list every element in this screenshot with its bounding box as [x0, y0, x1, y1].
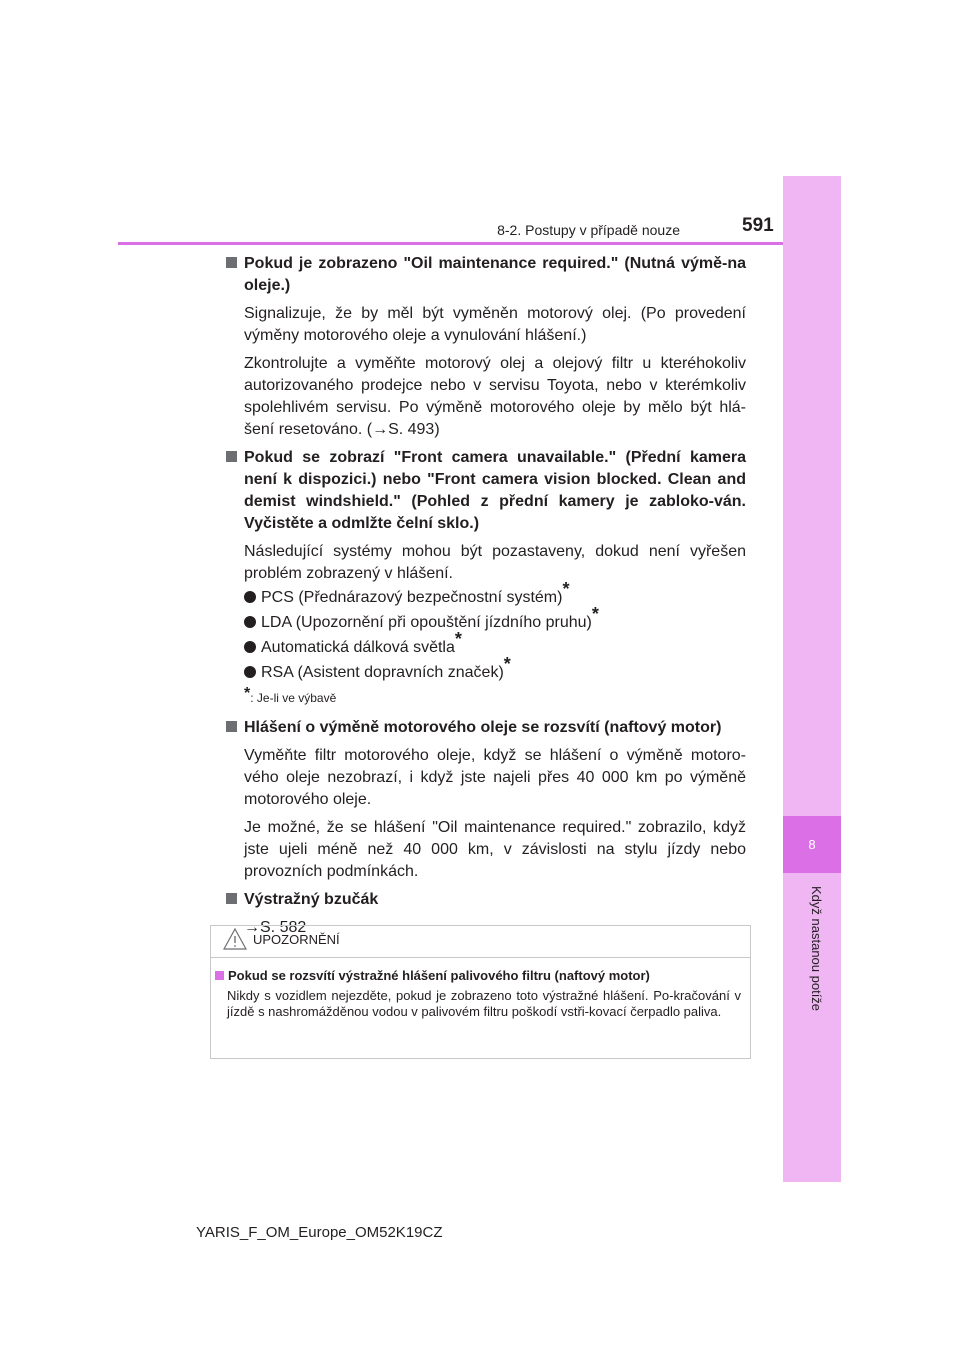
footnote-marker: * — [244, 685, 251, 702]
paragraph: Vyměňte filtr motorového oleje, když se hlášení o výměně motoro-vého oleje nezobrazí, i když jste najeli přes 40 000 km po výměně motorového oleje. — [244, 747, 746, 808]
warning-box — [210, 925, 751, 1059]
section-heading: Pokud je zobrazeno "Oil maintenance required." (Nutná výmě-na oleje.) — [226, 253, 746, 297]
header-divider — [118, 242, 783, 245]
list-item: LDA (Upozornění při opouštění jízdního pruhu)* — [226, 612, 746, 634]
footnote-marker: * — [591, 604, 599, 624]
section-title: 8-2. Postupy v případě nouze — [497, 222, 680, 238]
heading-square-icon — [226, 451, 237, 462]
footnote-marker: * — [454, 629, 462, 649]
section-heading: Pokud se zobrazí "Front camera unavailable." (Přední kamera není k dispozici.) nebo "Front camera vision blocked. Clean and demist windshield." (Pohled z přední kamery je zabloko-ván. Vyčistěte a odmlžte čelní sklo.) — [226, 447, 746, 535]
section-heading: Hlášení o výměně motorového oleje se rozsvítí (naftový motor) — [226, 717, 746, 739]
heading-square-icon — [226, 721, 237, 732]
page-reference: →S. 582 — [244, 919, 307, 936]
footnote: *: Je-li ve výbavě — [244, 685, 337, 705]
bullet-icon — [244, 666, 256, 678]
list-item: Automatická dálková světla* — [226, 637, 746, 659]
heading-square-icon — [226, 257, 237, 268]
warning-divider — [211, 957, 750, 958]
list-item: RSA (Asistent dopravních značek)* — [226, 662, 746, 684]
document-code: YARIS_F_OM_Europe_OM52K19CZ — [196, 1224, 443, 1241]
warning-triangle-icon — [223, 928, 247, 953]
warning-text: Nikdy s vozidlem nejezděte, pokud je zobrazeno toto výstražné hlášení. Po-kračování v jízdě s nashromážděnou vodou v palivovém filtru poškodí vstři-kovací čerpadlo paliva. — [227, 988, 741, 1019]
chapter-title: Když nastanou potíže — [809, 886, 824, 1012]
main-content — [226, 253, 746, 945]
paragraph: Zkontrolujte a vyměňte motorový olej a olejový filtr u kteréhokoliv autorizovaného prodejce nebo v servisu Toyota, nebo v kterémkoliv spolehlivém servisu. Po výměně motorového oleje by mělo být hlá-šení resetováno. (→S. 493) — [244, 355, 746, 438]
paragraph: Je možné, že se hlášení "Oil maintenance required." zobrazilo, když jste ujeli méně než 40 000 km, v závislosti na stylu jízdy nebo provozních podmínkách. — [244, 819, 746, 880]
bullet-icon — [244, 641, 256, 653]
list-item: PCS (Přednárazový bezpečnostní systém)* — [226, 587, 746, 609]
section-heading: Výstražný bzučák — [226, 889, 746, 911]
bullet-icon — [244, 616, 256, 628]
heading-square-icon — [215, 971, 224, 980]
paragraph: Následující systémy mohou být pozastaveny, dokud není vyřešen problém zobrazený v hlášení. — [244, 543, 746, 582]
page-number: 591 — [742, 215, 774, 236]
paragraph: Signalizuje, že by měl být vyměněn motorový olej. (Po provedení výměny motorového oleje a vynulování hlášení.) — [244, 305, 746, 344]
footnote-marker: * — [503, 654, 511, 674]
footnote-marker: * — [562, 579, 570, 599]
bullet-icon — [244, 591, 256, 603]
heading-square-icon — [226, 893, 237, 904]
chapter-number-tab: 8 — [783, 816, 841, 873]
warning-title: UPOZORNĚNÍ — [223, 928, 340, 953]
warning-heading: Pokud se rozsvítí výstražné hlášení palivového filtru (naftový motor) — [215, 968, 740, 983]
